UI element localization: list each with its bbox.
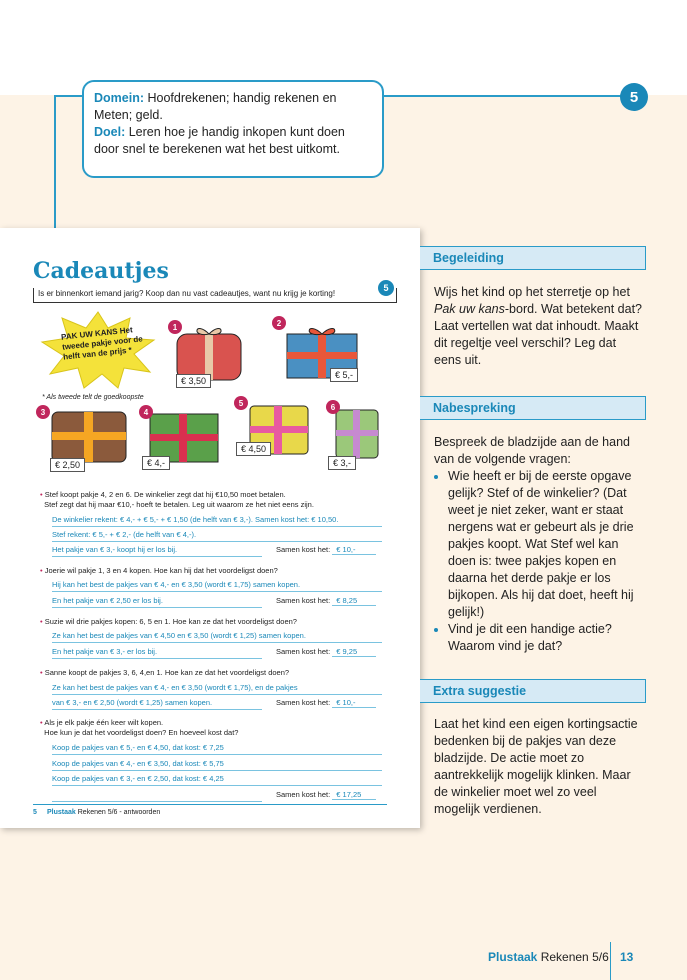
question-5: • Als je elk pakje één keer wilt kopen. Hoe kun je dat het voordeligst doen? En hoeveel kost dat? bbox=[40, 718, 239, 737]
promo-text: PAK UW KANS Het tweede pakje voor de helft van de prijs * bbox=[60, 325, 144, 362]
worksheet-footer: 5 Plustaak Rekenen 5/6 - antwoorden bbox=[33, 804, 387, 816]
divider-vertical bbox=[54, 95, 56, 230]
promo-footnote: * Als tweede telt de goedkoopste bbox=[42, 394, 144, 401]
promo-star bbox=[38, 310, 158, 390]
answer-line: Stef rekent: € 5,- + € 2,- (de helft van € 4,-). bbox=[52, 530, 382, 542]
answer-line: Hij kan het best de pakjes van € 4,- en € 3,50 (wordt € 1,75) samen kopen. bbox=[52, 580, 382, 592]
footer-divider bbox=[610, 942, 611, 980]
answer-line: En het pakje van € 3,- er los bij. bbox=[52, 647, 262, 659]
list-item: • Wie heeft er bij de eerste opgave gelijk? Stef of de winkelier? (Dat weet je niet zeker, want er staat nergens wat er gebeurt als je drie pakjes koopt. Wat Stef wel kan doen is: twee pakjes kopen en daarna het derde pakje er los bijkopen. Als hij dat doet, heeft hij gelijk!) bbox=[448, 468, 644, 621]
answer-line: van € 3,- en € 2,50 (wordt € 1,25) samen kopen. bbox=[52, 698, 262, 710]
gift-icon bbox=[334, 404, 382, 462]
page-number: 13 bbox=[620, 950, 634, 964]
gift-price: € 4,- bbox=[142, 456, 170, 470]
goal-box bbox=[82, 80, 384, 178]
gift-price: € 5,- bbox=[330, 368, 358, 382]
gift-number: 2 bbox=[272, 316, 286, 330]
answer-line: Koop de pakjes van € 3,- en € 2,50, dat kost: € 4,25 bbox=[52, 774, 382, 786]
extra-suggestie-body: Laat het kind een eigen kortingsactie bedenken bij de pakjes van deze bladzijde. De actie moet zo aantrekkelijk mogelijk klinken. Maar de winkelier moet wel zo veel mogelijk verdienen. bbox=[434, 717, 638, 816]
domain-text: Hoofdrekenen; handig rekenen en Meten; geld. bbox=[94, 91, 337, 122]
answer-line bbox=[52, 790, 262, 802]
question-3: • Suzie wil drie pakjes kopen: 6, 5 en 1. Hoe kan ze dat het voordeligst doen? bbox=[40, 617, 297, 626]
begeleiding-body: Wijs het kind op het sterretje op het Pak uw kans-bord. Wat betekent dat? Laat vertellen wat dat inhoudt. Maakt dit regeltje veel verschil? Leg dat eens uit. bbox=[434, 285, 642, 367]
worksheet-title: Cadeautjes bbox=[33, 258, 169, 284]
gift-number: 1 bbox=[168, 320, 182, 334]
begeleiding-header: Begeleiding bbox=[420, 246, 646, 270]
goal-label: Doel: bbox=[94, 125, 126, 139]
worksheet-intro: Is er binnenkort iemand jarig? Koop dan nu vast cadeautjes, want nu krijg je korting! bbox=[33, 288, 397, 303]
question-4: • Sanne koopt de pakjes 3, 6, 4,en 1. Hoe kan ze dat het voordeligst doen? bbox=[40, 668, 290, 677]
domain-label: Domein: bbox=[94, 91, 144, 105]
page-footer: Plustaak Rekenen 5/6 bbox=[488, 950, 609, 964]
total-cost: Samen kost het: € 8,25 bbox=[276, 596, 376, 606]
gift-price: € 3,50 bbox=[176, 374, 211, 388]
worksheet bbox=[0, 228, 420, 828]
answer-line: Ze kan het best de pakjes van € 4,- en € 3,50 (wordt € 1,75), en de pakjes bbox=[52, 683, 382, 695]
question-2: • Joerie wil pakje 1, 3 en 4 kopen. Hoe kan hij dat het voordeligst doen? bbox=[40, 566, 278, 575]
answer-line: Het pakje van € 3,- koopt hij er los bij. bbox=[52, 545, 262, 557]
chapter-number-badge: 5 bbox=[620, 83, 648, 111]
gift-number: 4 bbox=[139, 405, 153, 419]
extra-suggestie-header: Extra suggestie bbox=[420, 679, 646, 703]
answer-line: Ze kan het best de pakjes van € 4,50 en € 3,50 (wordt € 1,25) samen kopen. bbox=[52, 631, 382, 643]
gift-number: 6 bbox=[326, 400, 340, 414]
worksheet-number: 5 bbox=[378, 280, 394, 296]
gift-number: 3 bbox=[36, 405, 50, 419]
goal-text: Leren hoe je handig inkopen kunt doen door snel te berekenen wat het best uitkomt. bbox=[94, 125, 345, 156]
nabespreking-header: Nabespreking bbox=[420, 396, 646, 420]
total-cost: Samen kost het: € 10,- bbox=[276, 698, 376, 708]
total-cost: Samen kost het: € 17,25 bbox=[276, 790, 376, 800]
gift-price: € 3,- bbox=[328, 456, 356, 470]
answer-line: De winkelier rekent: € 4,- + € 5,- + € 1,50 (de helft van € 3,-). Samen kost het: € 10,50. bbox=[52, 515, 382, 527]
nabespreking-body: Bespreek de bladzijde aan de hand van de volgende vragen: • Wie heeft er bij de eerste opgave gelijk? Stef of de winkelier? (Dat weet je niet zeker, want er staat nergens wat er gebeurt als je drie pakjes koopt. Wat Stef wel kan doen is: twee pakjes kopen en daarna het derde pakje er los bijkopen. Als hij dat doet, heeft hij gelijk!) • Vind je dit een handige actie? Waarom vind je dat? bbox=[434, 434, 644, 655]
total-cost: Samen kost het: € 10,- bbox=[276, 545, 376, 555]
total-cost: Samen kost het: € 9,25 bbox=[276, 647, 376, 657]
list-item: • Vind je dit een handige actie? Waarom vind je dat? bbox=[448, 621, 644, 655]
question-1: • Stef koopt pakje 4, 2 en 6. De winkelier zegt dat hij €10,50 moet betalen. Stef zegt dat hij maar €10,- hoeft te betalen. Leg uit waarom ze het niet eens zijn. bbox=[40, 490, 314, 509]
answer-line: En het pakje van € 2,50 er los bij. bbox=[52, 596, 262, 608]
gift-icon bbox=[50, 406, 130, 466]
answer-line: Koop de pakjes van € 5,- en € 4,50, dat kost: € 7,25 bbox=[52, 743, 382, 755]
answer-line: Koop de pakjes van € 4,- en € 3,50, dat kost: € 5,75 bbox=[52, 759, 382, 771]
gift-price: € 4,50 bbox=[236, 442, 271, 456]
gift-price: € 2,50 bbox=[50, 458, 85, 472]
gift-number: 5 bbox=[234, 396, 248, 410]
